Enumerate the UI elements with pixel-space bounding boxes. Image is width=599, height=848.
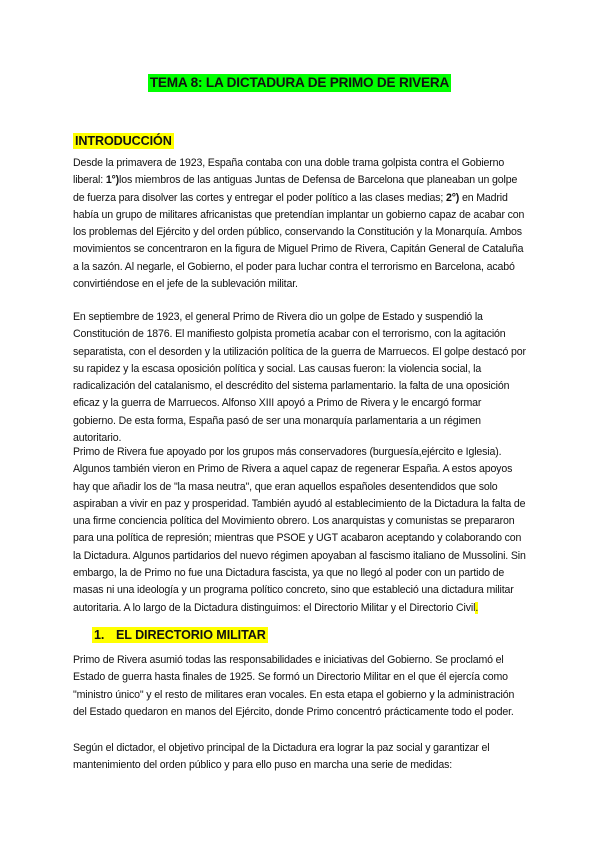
p1_parts-segment: 2°) — [445, 191, 460, 204]
paragraph-5: Según el dictador, el objetivo principal de la Dictadura era lograr la paz social y garantizar el mantenimiento del orden público y para ello puso en marcha una serie de medidas: — [73, 742, 490, 772]
title-wrap — [0, 74, 599, 92]
document-title: TEMA 8: LA DICTADURA DE PRIMO DE RIVERA — [149, 75, 450, 90]
p1_parts-segment: en Madrid había un grupo de militares africanistas que pretendían implantar un gobierno capaz de acabar con los problemas del Ejército y del orden público, conservando la Constitución y la Monarquía. Ambos movimientos se concentraron en la figura de Miguel Primo de Rivera, Capitán General de Cataluña a la sazón. Al negarle, el Gobierno, el poder para luchar contra el terrorismo en Barcelona, acabó convirtiéndose en el jefe de la sublevación militar. — [73, 191, 525, 291]
paragraph-2: En septiembre de 1923, el general Primo de Rivera dio un golpe de Estado y suspendió la Constitución de 1876. El manifiesto golpista prometía acabar con el terrorismo, con la agitación separatista, con el desorden y la utilización política de la guerra de Marruecos. El golpe destacó por su rapidez y la escasa oposición política y social. Las causas fueron: la violencia social, la radicalización del catalanismo, el descrédito del sistema parlamentario. la falta de una oposición eficaz y la guerra de Marruecos. Alfonso XIII apoyó a Primo de Rivera y le encargó formar gobierno. De esta forma, España pasó de ser una monarquía parlamentaria a un régimen autoritario. — [73, 311, 526, 445]
section-1-label: EL DIRECTORIO MILITAR — [116, 628, 266, 642]
p1_parts-segment: 1°) — [105, 174, 120, 187]
p3_parts-segment: . — [475, 601, 479, 614]
intro-heading: INTRODUCCIÓN — [75, 134, 172, 148]
p1_parts-segment: los miembros de las antiguas Juntas de Defensa de Barcelona que planeaban un golpe de fuerza para disolver las cortes y entregar el poder político a las clases medias; — [73, 174, 518, 204]
section-1-number: 1. — [94, 628, 105, 642]
paragraph-3 — [73, 444, 526, 617]
p3_parts-segment: Primo de Rivera fue apoyado por los grupos más conservadores (burguesía,ejército e Iglesia). Algunos también vieron en Primo de Rivera a aquel capaz de regenerar España. A estos apoyos hay que añadir los de "la masa neutra", que eran aquellos españoles desentendidos que solo aspiraban a vivir en paz y prosperidad. También ayudó al establecimiento de la Dictadura la falta de una firme conciencia política del Movimiento obrero. Los anarquistas y comunistas se prepararon para una política de represión; mientras que PSOE y UGT acabaron aceptando y colaborando con la Dictadura. Algunos partidarios del nuevo régimen apoyaban al fascismo italiano de Mussolini. Sin embargo, la de Primo no fue una Dictadura fascista, ya que no llegó al poder con un partido de masas ni una ideología y un programa político concreto, sino que estableció una dictadura militar autoritaria. A lo largo de la Dictadura distinguimos: el Directorio Militar y el Directorio Civil — [73, 446, 526, 614]
paragraph-1 — [73, 155, 526, 293]
paragraph-4: Primo de Rivera asumió todas las responsabilidades e iniciativas del Gobierno. Se proclamó el Estado de guerra hasta finales de 1925. Se formó un Directorio Militar en el que él ejercía como "ministro único" y el resto de militares eran vocales. En esta etapa el gobierno y la administración del Estado quedaron en manos del Ejército, donde Primo concentró prácticamente todo el poder. — [73, 654, 515, 718]
section-1-heading — [92, 627, 268, 643]
p1_parts-segment: Desde la primavera de 1923, España contaba con una doble trama golpista contra el Gobierno liberal: — [73, 157, 505, 187]
